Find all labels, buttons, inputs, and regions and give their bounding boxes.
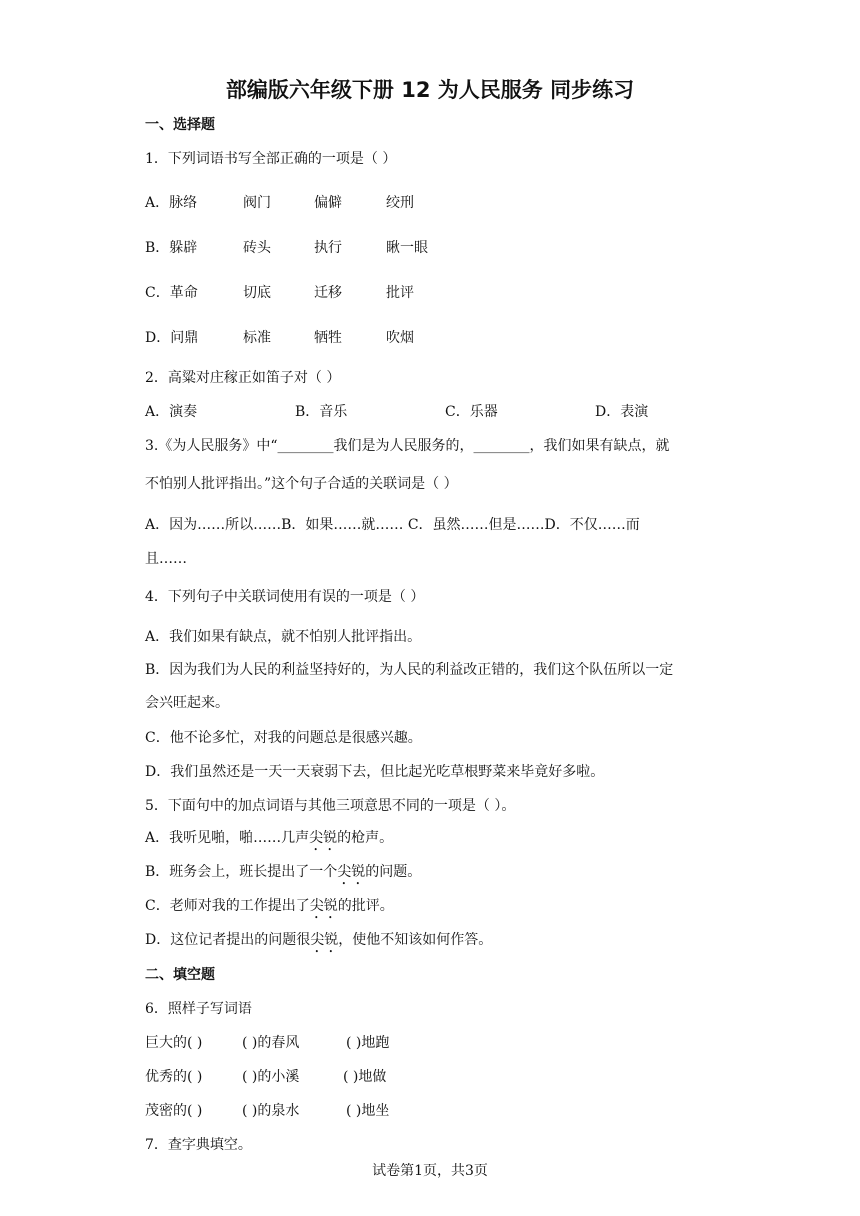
option-text: D．这位记者提出的问题很 <box>145 932 311 948</box>
question-5-option-d <box>145 929 492 956</box>
question-3-stem-line-1: 3.《为人民服务》中“________我们是为人民服务的，________，我们如果有缺点，就 <box>145 438 670 454</box>
question-5-option-a <box>145 827 393 854</box>
option-word: 执行 <box>314 240 342 256</box>
question-4-option-a: A．我们如果有缺点，就不怕别人批评指出。 <box>145 629 422 645</box>
question-5-stem: 5．下面句中的加点词语与其他三项意思不同的一项是（ ）。 <box>145 798 516 814</box>
option-word: 瞅一眼 <box>386 240 428 256</box>
fill-blank: ( )的小溪 <box>242 1069 300 1085</box>
question-1-stem: 1．下列词语书写全部正确的一项是（ ） <box>145 151 397 167</box>
option-text: A．我听见啪，啪……几声 <box>145 830 310 846</box>
fill-blank: ( )的泉水 <box>242 1103 300 1119</box>
question-6-stem: 6．照样子写词语 <box>145 1001 252 1017</box>
fill-blank: 巨大的( ) <box>145 1035 203 1051</box>
option-text: B．班务会上，班长提出了一个 <box>145 864 338 880</box>
option-word: 牺牲 <box>314 330 342 346</box>
question-4-option-b-line-2: 会兴旺起来。 <box>145 695 229 711</box>
section-heading-choice: 一、选择题 <box>145 117 215 133</box>
fill-blank: 茂密的( ) <box>145 1103 203 1119</box>
option-word: C．革命 <box>145 285 198 301</box>
question-3-stem-line-2: 不怕别人批评指出。”这个句子合适的关联词是（ ） <box>145 476 458 492</box>
option-word: 偏僻 <box>314 195 342 211</box>
fill-blank: 优秀的( ) <box>145 1069 203 1085</box>
question-4-option-c: C．他不论多忙，对我的问题总是很感兴趣。 <box>145 730 422 746</box>
option-word: 标准 <box>243 330 271 346</box>
dotted-word: 尖锐 <box>310 932 339 948</box>
dotted-word: 尖锐 <box>309 830 338 846</box>
option-word: 砖头 <box>243 240 271 256</box>
option-word: 批评 <box>386 285 414 301</box>
option-word: D．问鼎 <box>145 330 199 346</box>
question-4-option-d: D．我们虽然还是一天一天衰弱下去，但比起光吃草根野菜来毕竟好多啦。 <box>145 764 605 780</box>
question-7-stem: 7．查字典填空。 <box>145 1137 252 1153</box>
question-2-option-b: B．音乐 <box>295 404 348 420</box>
question-5-option-c <box>145 895 394 922</box>
option-word: 迁移 <box>314 285 342 301</box>
question-2-stem: 2．高粱对庄稼正如笛子对（ ） <box>145 370 341 386</box>
option-word: 吹烟 <box>386 330 414 346</box>
question-4-stem: 4．下列句子中关联词使用有误的一项是（ ） <box>145 589 425 605</box>
question-2-option-c: C．乐器 <box>445 404 498 420</box>
question-3-options-line-1: A．因为……所以……B．如果……就…… C．虽然……但是……D．不仅……而 <box>145 517 640 533</box>
dotted-word: 尖锐 <box>337 864 366 880</box>
option-text: ，使他不知该如何作答。 <box>338 932 493 948</box>
option-word: 切底 <box>243 285 271 301</box>
option-text: 的批评。 <box>337 898 394 914</box>
option-word: B．躲辟 <box>145 240 198 256</box>
question-4-option-b-line-1: B．因为我们为人民的利益坚持好的，为人民的利益改正错的，我们这个队伍所以一定 <box>145 662 674 678</box>
question-3-options-line-2: 且…… <box>145 551 187 567</box>
fill-blank: ( )地做 <box>343 1069 387 1085</box>
option-word: A．脉络 <box>145 195 198 211</box>
section-heading-fill: 二、填空题 <box>145 967 215 983</box>
option-text: 的问题。 <box>365 864 422 880</box>
dotted-word: 尖锐 <box>309 898 338 914</box>
page-footer: 试卷第1页，共3页 <box>372 1163 488 1179</box>
question-2-option-a: A．演奏 <box>145 404 198 420</box>
option-text: C．老师对我的工作提出了 <box>145 898 310 914</box>
option-text: 的枪声。 <box>337 830 394 846</box>
page-title: 部编版六年级下册 12 为人民服务 同步练习 <box>225 78 635 102</box>
fill-blank: ( )的春风 <box>242 1035 300 1051</box>
question-5-option-b <box>145 861 421 888</box>
fill-blank: ( )地坐 <box>346 1103 390 1119</box>
option-word: 阀门 <box>243 195 271 211</box>
question-2-option-d: D．表演 <box>595 404 649 420</box>
fill-blank: ( )地跑 <box>346 1035 390 1051</box>
option-word: 绞刑 <box>386 195 414 211</box>
